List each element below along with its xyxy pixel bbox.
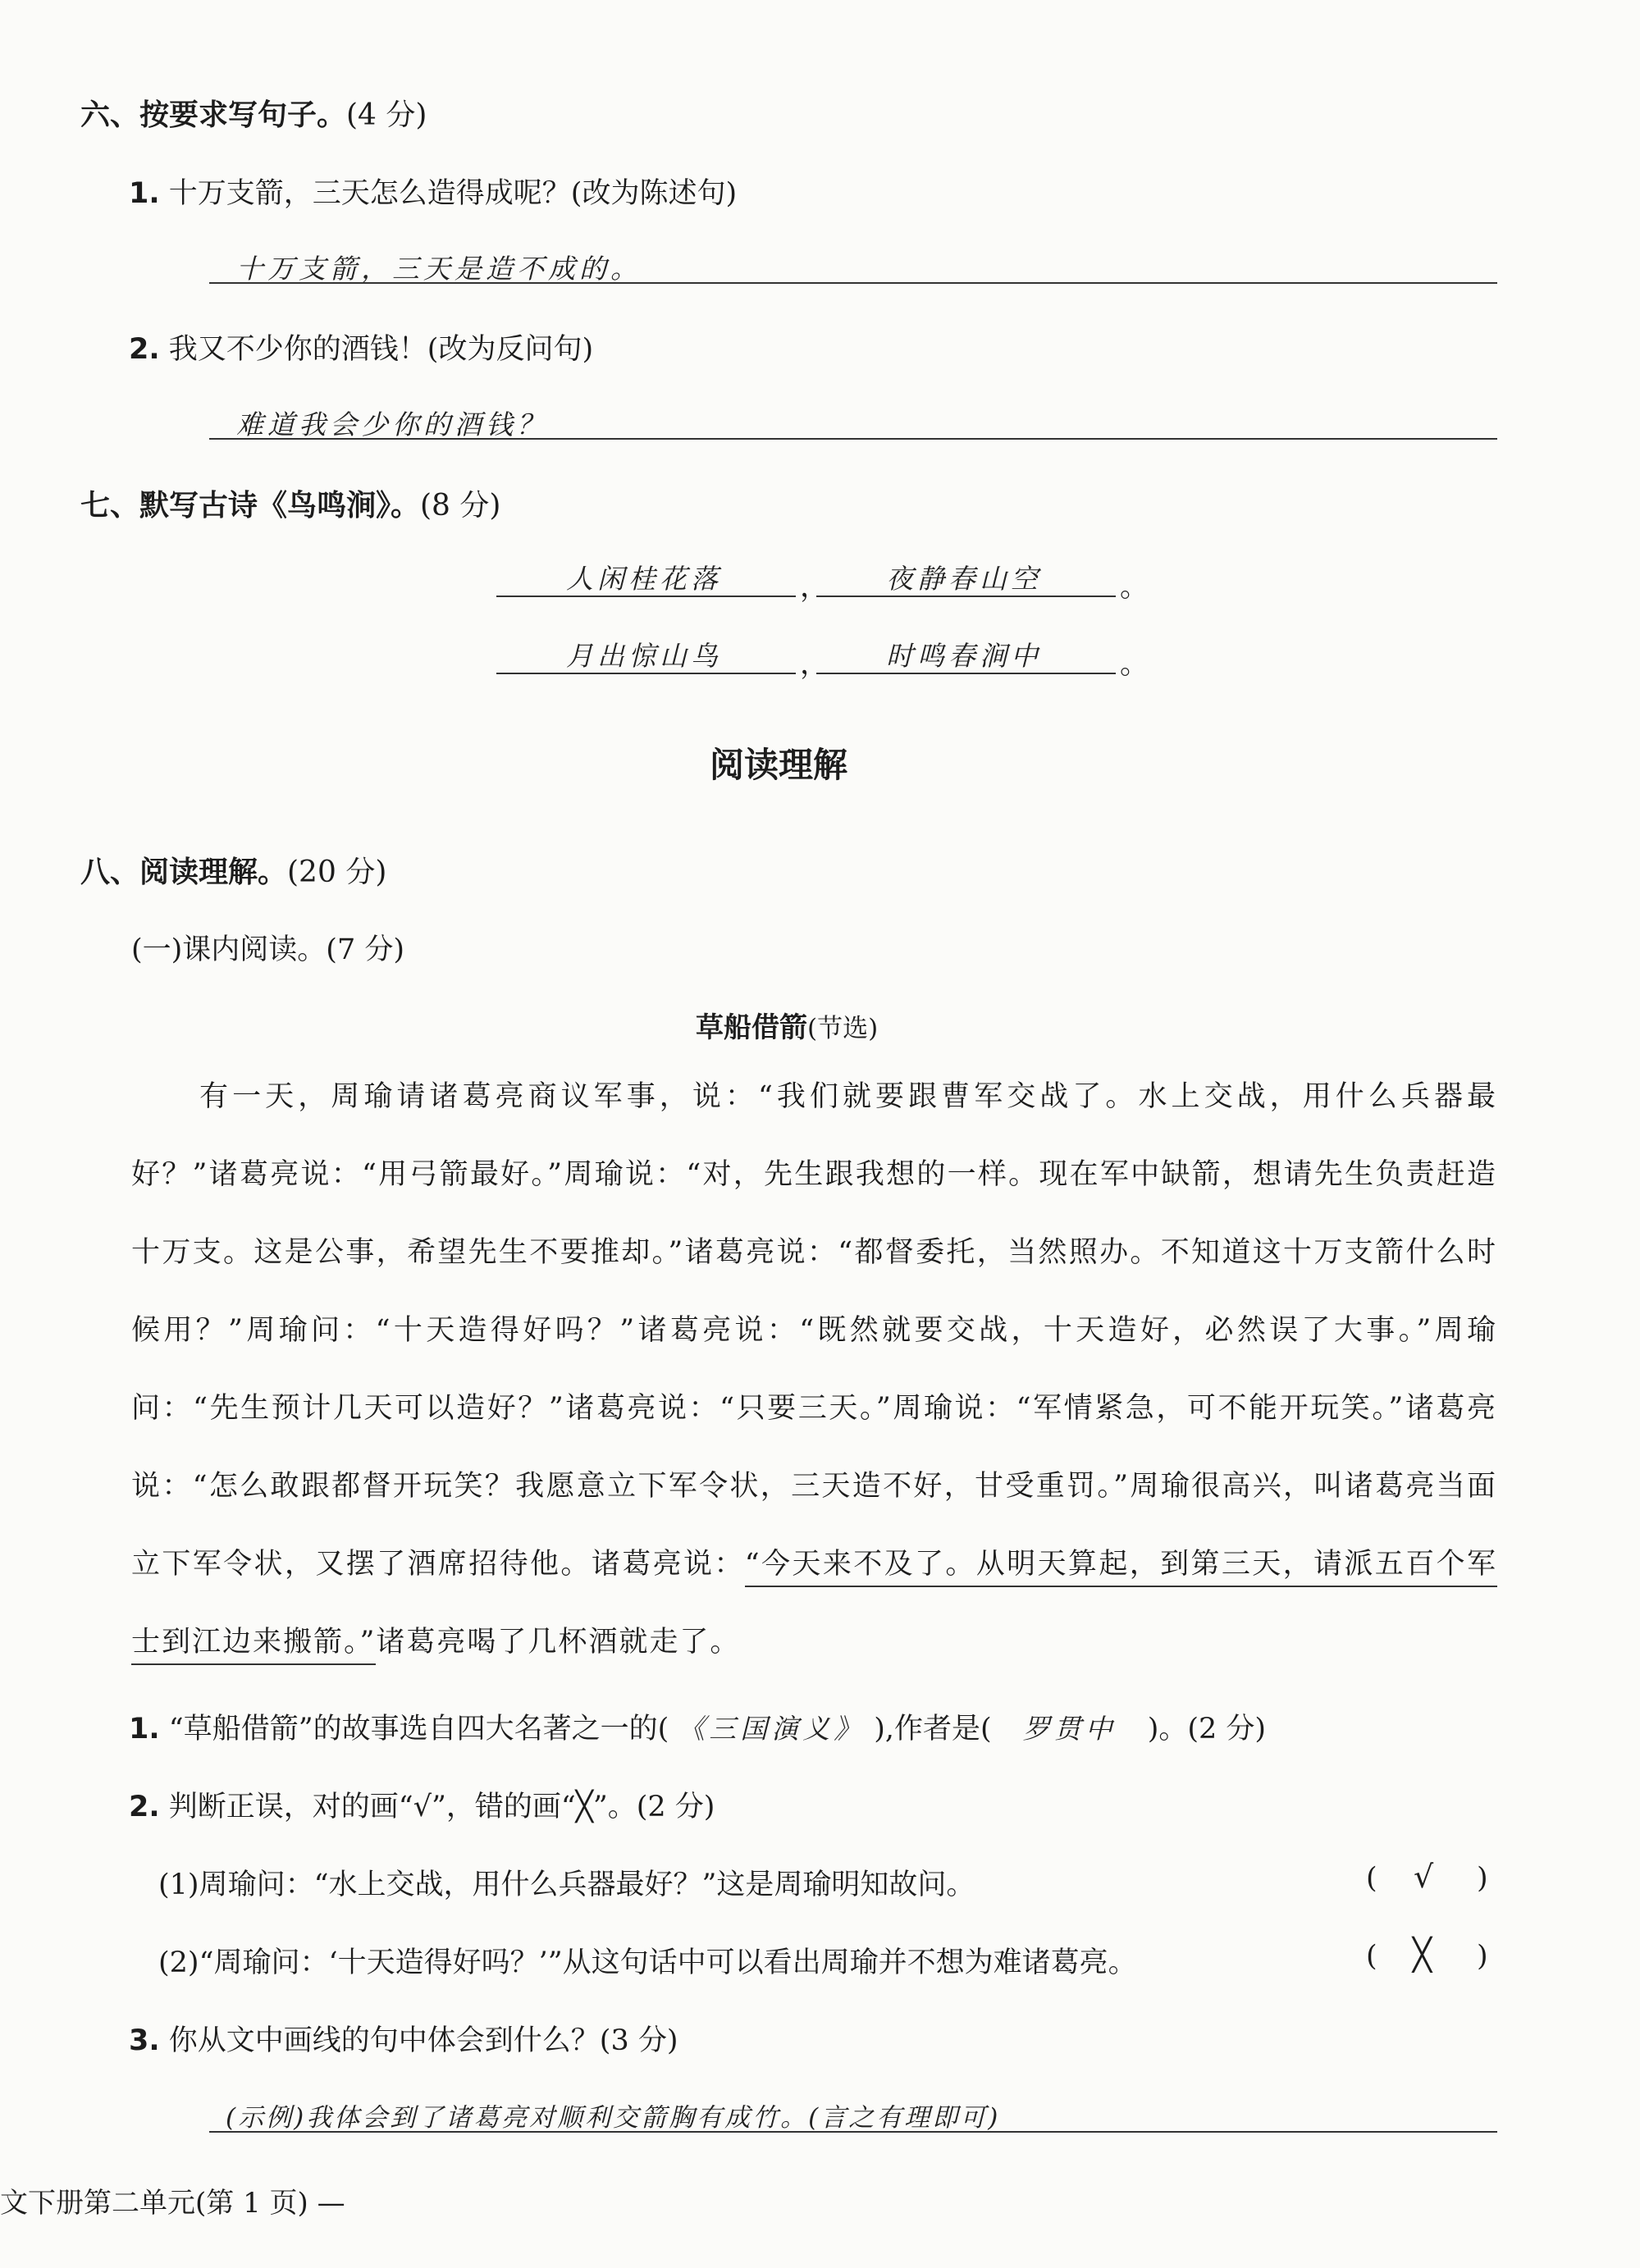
underlined-sentence: “今天来不及了。从明天算起，到第三天，请派五百个军士到江边来搬箭。” bbox=[131, 1548, 1497, 1665]
poem-line-2a: 月出惊山鸟 bbox=[566, 640, 722, 672]
passage-title bbox=[696, 1005, 878, 1045]
judgement-bracket-1-close: ) bbox=[1477, 1862, 1488, 1895]
poem-line-1a: 人闲桂花落 bbox=[566, 563, 722, 595]
poem-blank bbox=[496, 596, 796, 597]
section-8-heading bbox=[80, 849, 386, 891]
section-title: 阅读理解 bbox=[710, 745, 848, 785]
judgement-bracket-2: ( bbox=[1366, 1940, 1377, 1973]
cross-mark: ╳ bbox=[1413, 1937, 1432, 1973]
section-8-title: 八、阅读理解。 bbox=[80, 856, 288, 889]
poem-blank bbox=[496, 673, 796, 674]
poem-blank bbox=[816, 596, 1116, 597]
poem-line-1b: 夜静春山空 bbox=[886, 563, 1042, 595]
section-7-points: (8 分) bbox=[420, 489, 501, 523]
passage-text-end: 诸葛亮喝了几杯酒就走了。 bbox=[376, 1626, 741, 1659]
s6-question-2 bbox=[129, 326, 593, 367]
passage-title-text: 草船借箭 bbox=[696, 1011, 807, 1044]
section-7-heading bbox=[80, 482, 500, 524]
section-6-heading bbox=[80, 92, 427, 134]
s8-question-2 bbox=[129, 1784, 715, 1825]
answer-book: 《三国演义》 bbox=[678, 1713, 866, 1745]
judgement-bracket-1: ( bbox=[1366, 1862, 1377, 1895]
poem-period: 。 bbox=[1120, 648, 1149, 681]
question-text: 判断正误，对的画“√”，错的画“╳”。(2 分) bbox=[168, 1791, 715, 1823]
s8-question-3 bbox=[129, 2018, 678, 2059]
question-text: 你从文中画线的句中体会到什么？(3 分) bbox=[168, 2024, 678, 2057]
section-6-title: 六、按要求写句子。 bbox=[80, 98, 347, 132]
question-number: 1. bbox=[129, 1713, 160, 1745]
question-text: “草船借箭”的故事选自四大名著之一的( bbox=[168, 1713, 669, 1745]
passage-title-sub: (节选) bbox=[807, 1014, 879, 1043]
question-text: ),作者是( bbox=[874, 1713, 992, 1745]
answer-line bbox=[209, 2131, 1497, 2133]
passage-text: 有一天，周瑜请诸葛亮商议军事，说：“我们就要跟曹军交战了。水上交战，用什么兵器最好？”诸葛亮说：“用弓箭最好。”周瑜说：“对，先生跟我想的一样。现在军中缺箭，想请先生负责赶造十万支。这是公事，希望先生不要推却。”诸葛亮说：“都督委托，当然照办。不知道这十万支箭什么时候用？”周瑜问：“十天造得好吗？”诸葛亮说：“既然就要交战，十天造好，必然误了大事。”周瑜问：“先生预计几天可以造好？”诸葛亮说：“只要三天。”周瑜说：“军情紧急，可不能开玩笑。”诸葛亮说：“怎么敢跟都督开玩笑？我愿意立下军令状，三天造不好，甘受重罚。”周瑜很高兴，叫诸葛亮当面立下军令状，又摆了酒席招待他。诸葛亮说： bbox=[131, 1080, 1497, 1581]
answer-line bbox=[209, 282, 1497, 284]
question-text: 十万支箭，三天怎么造得成呢？(改为陈述句) bbox=[168, 177, 738, 210]
passage-body bbox=[131, 1058, 1497, 1682]
s8-question-1 bbox=[129, 1706, 1266, 1747]
judgement-item-1: (1)周瑜问：“水上交战，用什么兵器最好？”这是周瑜明知故问。 bbox=[158, 1869, 975, 1901]
subsection-heading: (一)课内阅读。(7 分) bbox=[131, 933, 405, 966]
judgement-item-2: (2)“周瑜问：‘十天造得好吗？’”从这句话中可以看出周瑜并不想为难诸葛亮。 bbox=[158, 1946, 1137, 1979]
section-8-points: (20 分) bbox=[287, 856, 387, 889]
poem-period: 。 bbox=[1120, 571, 1149, 604]
section-6-points: (4 分) bbox=[346, 98, 427, 132]
judgement-bracket-2-close: ) bbox=[1477, 1940, 1488, 1973]
page-footer: 文下册第二单元(第 1 页) — bbox=[0, 2187, 345, 2220]
question-number: 1. bbox=[129, 177, 160, 210]
section-7-title: 七、默写古诗《鸟鸣涧》。 bbox=[80, 489, 421, 523]
poem-comma: ， bbox=[800, 648, 829, 681]
check-mark: √ bbox=[1414, 1859, 1434, 1895]
s6-question-1 bbox=[129, 171, 737, 212]
poem-blank bbox=[816, 673, 1116, 674]
question-text: )。(2 分) bbox=[1147, 1713, 1267, 1745]
poem-comma: ， bbox=[800, 571, 829, 604]
answer-author: 罗贯中 bbox=[1022, 1713, 1117, 1745]
answer-line bbox=[209, 438, 1497, 440]
s6-answer-1: 十万支箭，三天是造不成的。 bbox=[236, 253, 642, 285]
s6-answer-2: 难道我会少你的酒钱？ bbox=[236, 408, 548, 440]
question-text: 我又不少你的酒钱！(改为反问句) bbox=[168, 333, 594, 366]
question-number: 2. bbox=[129, 1791, 160, 1823]
question-number: 3. bbox=[129, 2024, 160, 2057]
s8-answer-3: (示例)我体会到了诸葛亮对顺利交箭胸有成竹。(言之有理即可) bbox=[226, 2103, 1001, 2133]
poem-line-2b: 时鸣春涧中 bbox=[886, 640, 1042, 672]
question-number: 2. bbox=[129, 333, 160, 366]
